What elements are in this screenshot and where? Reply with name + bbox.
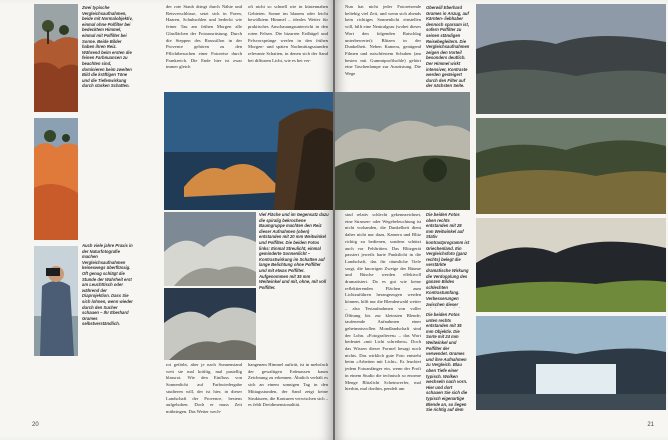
photo-green-hills xyxy=(476,118,666,214)
text-column-left-d: hangenem Himmel auftritt, ist in mehrfach der gewaltigen Erdmassen kaum Zeichnung zu erkennen. Ähnlich verhält es sich an einem sonnigen Tag in den Mittagsstunden, der Sand zeigt keine Strukturen, die Konturen verwischen sich – es fehlt Dreidimensionalität. xyxy=(248,362,328,408)
caption-bottom-left: Auch viele jahre Praxis in der Naturfotografie machen Vergleichsaufnahmen keineswegs überflüssig. Oft genug schlägt die Stunde der Wahrheit erst am Leuchttisch oder während der Diaprojektion. Dass Sie sich lohnen, wenn wieder durch den Sucher schauen – Ihr Eberhard Grames selbstverständlich. xyxy=(82,243,133,327)
photo-mountains-green-valley xyxy=(476,218,666,312)
photo-dark-rocks-trees xyxy=(335,92,470,210)
photo-dark-rocks-trees-graphic xyxy=(335,92,470,210)
photo-hills-dusk-graphic xyxy=(476,4,666,114)
photo-green-hills-graphic xyxy=(476,118,666,214)
right-page xyxy=(335,0,668,440)
photo-ochre-cliff-graphic xyxy=(34,118,78,240)
photo-sunlit-red-rock xyxy=(164,92,333,210)
photo-red-cliff-graphic xyxy=(34,4,78,112)
photo-waterfall-graphic xyxy=(476,316,666,410)
photo-rocks-comparison-1 xyxy=(164,212,256,286)
photo-rocks-comparison-2-graphic xyxy=(164,288,256,360)
caption-top-right: Oberwill Eberhard Grames in Anzug, auf Kärnten- liebhaber dennoch sparsam ist, sofern Polfilter zu seinen ständigen Reisebegleitern. Die Vergleichsaufnahmen zeigen den Vorteil besonders deutlich. Der Himmel wirkt intensiver, Kontraste werden gesteigert durch den Filter auf der nächsten Seite. xyxy=(426,5,470,89)
left-page xyxy=(0,0,333,440)
photo-rocks-comparison-1-graphic xyxy=(164,212,256,286)
caption-bottom-right: Die beiden Fotos unten rechts entstanden mit 35 mm Objektiv. Die Sorte mit 24 mm Weitwinkel und Polfilter der verwendet. Grames und ihre Aufnahmen zu Vergleich. Blau oben Tiefe einer typisch. Wolken wechseln nach vorn. Hier und dort schauen Sie sich die typisch eigenartige Blende an, so liegen Sie richtig auf dem xyxy=(426,312,468,412)
photo-photographer-graphic xyxy=(34,246,78,356)
caption-middle-right: Die beiden Fotos oben rechts entstanden mit 28 mm Weitwinkel auf Stativ kontrastprogramm ist Griechenland. Ein Vergleichsfoto (ganz rechts) belegt die verstärkte dramatische Wirkung die Verdopplung des ganzen Bildes schlechten Kontrastumfang. Verbesserungen zwischen dieser xyxy=(426,212,470,307)
text-column-right-a: Nun hat nicht jeder Fotoreisende beliebig viel Zeit, und wenn sich abends kein richtiges Sonnenlicht einstellen will, hilft eine Neutralgrau (wobei dieses Wort den folgenden Ratschlag unterbewertet): Blitzen in der Dunkelheit. Neben Kamera, genügend Filmen und rutschfestem Schuhen (am besten mit Gummiprofilsohle) gehört eine Taschenlampe zur Ausrüstung. Die Wege xyxy=(345,4,421,77)
photo-sunlit-red-rock-graphic xyxy=(164,92,333,210)
page-number-left: 20 xyxy=(32,422,39,428)
photo-hills-dusk xyxy=(476,4,666,114)
text-column-left-a: der rote Staub dringt durch Nähte und Reisverschlüsse, setzt sich in Poren, Haaren, Schuhsohlen und bedeckt wie feiner Tau am frühen Morgen alle Glasflächen der Fotoausrüstung. Durch die Steppen des Roussillon in der Provence gehören zu den Pflichtbesuchen einer Fotoreise durch Frankreich. Die Ende hier ist zwar immer gleich xyxy=(166,4,242,70)
photo-rocks-comparison-2 xyxy=(164,288,256,360)
page-number-right: 21 xyxy=(647,422,654,428)
photo-photographer xyxy=(34,246,78,356)
photo-waterfall xyxy=(476,316,666,410)
caption-center: Viel Fläche und im Gegensatz dazu die spiralig bekrochene Baumgruppe machten den Reiz dieser Aufnahmen (oben) entstanden mit 20 mm Weitwinkel und Polfilter. Die beiden Fotos links: Einmal Streulicht, einmal geminderte Sonnenlicht – Kontrastwirkung im Schatten auf lange Belichtung ohne Polfilter und mit etwas Polfilter. Aufgenommen mit 35 mm Weitwinkel und mit, ohne, mit voll Polfilter. xyxy=(259,212,329,290)
text-column-left-c: rot gefärbt, aber je nach Sonnenstand weit sie mal kräftig, mal pastellig blassrot. Wie den Einfluss von Sonnenlicht auf Farbwiedergabe studieren will, der ist hier, in dieser Landschaft der Provence, bestens aufgehoben. Doch er muss Zeit mitbringen. Das Wetter wech- xyxy=(166,362,242,414)
photo-red-cliff-with-trees xyxy=(34,4,78,112)
caption-top-left: Zwei typische Vergleichsaufnahmen, beide mit Normalobjektiv, einmal ohne Polfilter bei bedecktem Himmel, einmal mit Polfilter bei Sonne. Beide Bilder haben ihren Reiz. Während beim ersten die feinen Farbnuancen zu beachten sind, dominieren beim zweiten Bild die kräftigen Töne und die Tiefenwirkung durch starken Schatten. xyxy=(82,5,133,89)
text-column-left-b: oft nicht so schnell wie in küstennahen Gebieten. Sonne im blauem oder leicht bewölktem Himmel – ideales Wetter für praktisches Anschauungsunterricht in den roten Felsen. Die bizarren Erdhügel und Felsvorsprünge werfen in den frühen Morgen- und späten Nachmittagsstunden relevante Schatten, in denen sich der Sand bei diffusem Licht, wie es bei ver- xyxy=(248,4,328,63)
text-column-right-b: sind relativ schlecht gekennzeichnet, eine Strassen- oder Wegebeleuchtung ist nicht vorhanden, die Dunkelheit dient daher nicht nur dazu, Kamera und Blitz richtig zu bedienen, sondern schützt auch vor Fehltritten. Das Blitzgerät passiert jeweils harte Punktlicht in die Landschaft, das für räumliche Tiefe sorgt, die knorrigen Zweige der Bäume und Büsche werden effektvoll dramatisiert. Da es gut wie keine reflektierenden Flächen zum Lichtzuführen herangezogen werden können, hilft nur die Blendenwahl weiter – also Testaufnahmen von voller Öffnung bis zur kleinsten Blende; taufenende Aufnahmen einer geheimnisvollen Mondlandschaft sind der Lohn. «Fotografieren» – das Wort bedeutet «mit Licht schreiben». Doch das Wissen dieser Formel besagt noch nichts. Das wirklich gute Foto entsteht beim «Arbeiten mit Licht». Es leuchtet jedem Fotoanfänger ein, wenn der Profi in einem Studio die technisch so enorme Menge Blitzlicht Scheinwerfer, mal hierhin, mal dorthin, pendelt um xyxy=(345,212,421,392)
photo-mountains-green-valley-graphic xyxy=(476,218,666,312)
photo-ochre-cliff xyxy=(34,118,78,240)
